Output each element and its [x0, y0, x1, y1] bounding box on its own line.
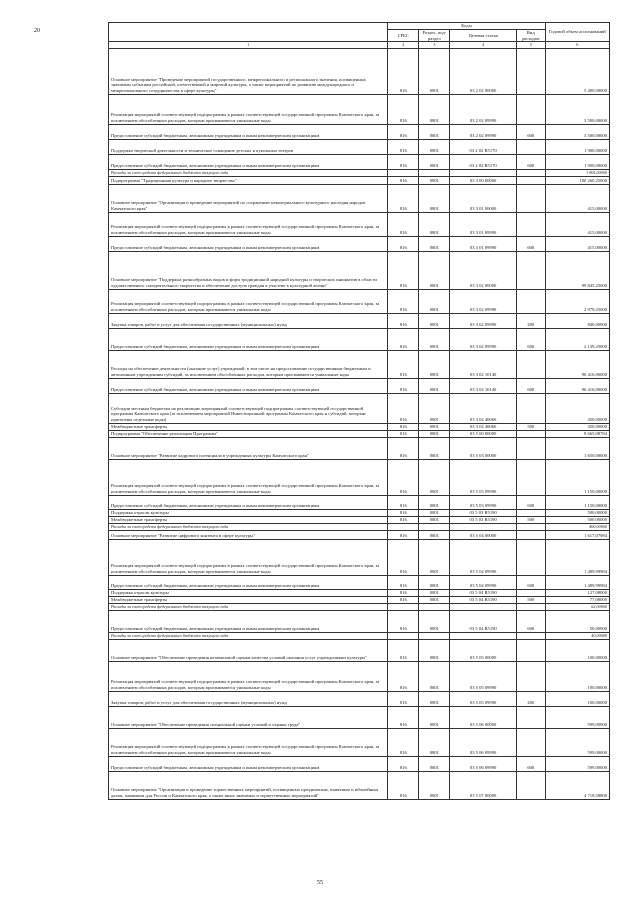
cell-amount: 100,00000	[545, 691, 609, 706]
cell-amount: 3 500,00000	[545, 124, 609, 139]
table-row	[109, 289, 610, 313]
cell-expense-type: 600	[516, 236, 545, 251]
cell-grbs: 816	[388, 313, 419, 328]
cell-name: Основное мероприятие "Организация и проведение мероприятий по сохранению нематериального культурного наследия народов Камчатского края"	[109, 184, 388, 212]
cell-razdel	[419, 169, 450, 176]
table-row	[109, 728, 610, 756]
cell-target-article: 03 5 05 00000	[450, 639, 517, 661]
header-name-col	[109, 23, 388, 42]
cell-expense-type	[516, 539, 545, 575]
cell-target-article: 03 2 02 09990	[450, 94, 517, 124]
page-number-top: 20	[34, 28, 40, 34]
header-sum: Годовой объем ассигнований	[545, 23, 609, 42]
cell-expense-type	[516, 728, 545, 756]
cell-target-article: 03 5 03 R5190	[450, 509, 517, 516]
cell-target-article	[450, 632, 517, 639]
cell-expense-type: 600	[516, 610, 545, 632]
cell-name: Основное мероприятие "Организация и проведение торжественных мероприятий, посвященных праздничным, памятным и юбилейным датам, значимым для России и Камчатского края, а также иных значимых и торжественных мероприятий"	[109, 771, 388, 799]
cell-expense-type	[516, 639, 545, 661]
cell-grbs: 816	[388, 154, 419, 169]
cell-razdel	[419, 632, 450, 639]
cell-amount: 5 400,00000	[545, 48, 609, 94]
cell-name: Субсидии местным бюджетам на реализацию мероприятий соответствующей подпрограммы соответствующей государственной программы Камчатского края (за исключением мероприятий Инвестиционной программы Камчатского края и субсидий, которым присвоены отдельные коды)	[109, 393, 388, 423]
cell-amount: 4 718,58800	[545, 771, 609, 799]
cell-razdel: 0801	[419, 48, 450, 94]
table-row	[109, 378, 610, 393]
cell-name: Расходы за счет средств федерального бюджета текущего года	[109, 632, 388, 639]
cell-name: Предоставление субсидий бюджетным, автономным учреждениям и иным некоммерческим организациям	[109, 495, 388, 509]
cell-razdel: 0801	[419, 154, 450, 169]
cell-expense-type	[516, 251, 545, 289]
cell-amount: 599,00000	[545, 706, 609, 728]
cell-name: Реализация мероприятий соответствующей подпрограммы в рамках соответствующей государственной программы Камчатского края, за исключением обособленных расходов, которым присваиваются уникальные коды	[109, 289, 388, 313]
page-number-footer: 55	[317, 880, 323, 886]
cell-razdel: 0801	[419, 756, 450, 771]
cell-amount: 400,00000	[545, 523, 609, 530]
table-row	[109, 350, 610, 378]
cell-name: Расходы за счет средств федерального бюджета текущего года	[109, 523, 388, 530]
cell-grbs: 816	[388, 184, 419, 212]
cell-razdel: 0801	[419, 212, 450, 236]
cell-expense-type: 600	[516, 575, 545, 589]
cell-amount: 1 650,00000	[545, 437, 609, 459]
cell-amount: 50,00000	[545, 610, 609, 632]
cell-expense-type	[516, 184, 545, 212]
header-index: 5	[516, 42, 545, 48]
cell-razdel: 0801	[419, 610, 450, 632]
table-row	[109, 661, 610, 691]
cell-razdel: 0801	[419, 539, 450, 575]
cell-target-article: 03 5 04 R5190	[450, 589, 517, 596]
table-row	[109, 251, 610, 289]
cell-grbs: 816	[388, 378, 419, 393]
cell-target-article	[450, 169, 517, 176]
cell-grbs	[388, 603, 419, 610]
cell-grbs: 816	[388, 539, 419, 575]
cell-amount: 62,00000	[545, 603, 609, 610]
cell-target-article: 03 3 02 00000	[450, 251, 517, 289]
cell-target-article: 03 5 05 09990	[450, 691, 517, 706]
cell-name: Расходы за счет средств федерального бюджета текущего года	[109, 169, 388, 176]
cell-expense-type	[516, 212, 545, 236]
header-index: 3	[419, 42, 450, 48]
cell-target-article: 03 5 04 R5190	[450, 610, 517, 632]
cell-grbs: 816	[388, 706, 419, 728]
cell-expense-type: 200	[516, 313, 545, 328]
table-row	[109, 212, 610, 236]
table-row	[109, 691, 610, 706]
cell-amount: 1 489,99984	[545, 575, 609, 589]
cell-amount: 40,00000	[545, 632, 609, 639]
cell-grbs: 816	[388, 139, 419, 154]
table-row	[109, 539, 610, 575]
cell-target-article: 03 3 02 09990	[450, 289, 517, 313]
cell-name: Предоставление субсидий бюджетным, автономным учреждениям и иным некоммерческим организациям	[109, 154, 388, 169]
cell-grbs: 816	[388, 94, 419, 124]
cell-amount: 1 489,99984	[545, 539, 609, 575]
header-index: 6	[545, 42, 609, 48]
cell-amount: 450,00000	[545, 393, 609, 423]
cell-target-article: 03 3 02 40060	[450, 393, 517, 423]
cell-expense-type	[516, 632, 545, 639]
cell-target-article: 03 3 02 40060	[450, 423, 517, 430]
table-row	[109, 176, 610, 184]
table-row	[109, 639, 610, 661]
cell-razdel: 0801	[419, 661, 450, 691]
cell-target-article: 03 5 03 00000	[450, 437, 517, 459]
cell-expense-type	[516, 509, 545, 516]
table-row	[109, 603, 610, 610]
cell-grbs: 816	[388, 575, 419, 589]
cell-name: Подпрограмма "Обеспечение реализации Программы"	[109, 430, 388, 437]
cell-amount: 2 139,25000	[545, 328, 609, 350]
cell-razdel: 0801	[419, 530, 450, 539]
cell-expense-type: 600	[516, 328, 545, 350]
cell-grbs: 816	[388, 212, 419, 236]
cell-expense-type	[516, 94, 545, 124]
cell-razdel: 0801	[419, 516, 450, 523]
cell-expense-type	[516, 603, 545, 610]
cell-amount: 415,00000	[545, 184, 609, 212]
cell-name: Подпрограмма "Традиционная культура и народное творчество"	[109, 176, 388, 184]
cell-amount: 500,00000	[545, 509, 609, 516]
cell-grbs: 816	[388, 124, 419, 139]
cell-razdel: 0801	[419, 124, 450, 139]
cell-amount: 1 617,07984	[545, 530, 609, 539]
cell-name: Поддержка отрасли культуры	[109, 589, 388, 596]
cell-razdel: 0801	[419, 509, 450, 516]
table-row	[109, 530, 610, 539]
cell-amount: 500,00000	[545, 516, 609, 523]
cell-expense-type	[516, 393, 545, 423]
cell-amount: 96 416,00000	[545, 378, 609, 393]
table-row	[109, 756, 610, 771]
header-grbs: ГРБС	[388, 30, 419, 42]
cell-grbs: 816	[388, 610, 419, 632]
header-index: 4	[450, 42, 517, 48]
cell-amount: 1 150,00000	[545, 495, 609, 509]
cell-grbs: 816	[388, 176, 419, 184]
cell-expense-type	[516, 430, 545, 437]
cell-amount: 599,00000	[545, 728, 609, 756]
cell-name: Основное мероприятие "Обеспечение проведения специальной оценки условий и охраны труда"	[109, 706, 388, 728]
header-index: 1	[109, 42, 388, 48]
cell-expense-type: 600	[516, 124, 545, 139]
header-cs: Целевая статья	[450, 30, 517, 42]
cell-razdel: 0801	[419, 139, 450, 154]
cell-grbs: 816	[388, 661, 419, 691]
cell-target-article: 03 2 02 09990	[450, 124, 517, 139]
cell-expense-type	[516, 661, 545, 691]
cell-grbs: 816	[388, 589, 419, 596]
cell-expense-type	[516, 169, 545, 176]
cell-target-article: 03 5 04 09990	[450, 575, 517, 589]
header-vr: Вид расходов	[516, 30, 545, 42]
cell-grbs: 816	[388, 423, 419, 430]
cell-expense-type	[516, 589, 545, 596]
cell-expense-type	[516, 350, 545, 378]
table-row	[109, 771, 610, 799]
cell-target-article: 03 3 01 09990	[450, 212, 517, 236]
cell-target-article: 03 3 02 09990	[450, 328, 517, 350]
cell-target-article: 03 5 00 00000	[450, 430, 517, 437]
cell-target-article: 03 5 05 09990	[450, 661, 517, 691]
cell-name: Основное мероприятие "Развитие цифрового контента в сфере культуры"	[109, 530, 388, 539]
cell-target-article: 03 5 04 09990	[450, 539, 517, 575]
cell-amount: 77,08000	[545, 596, 609, 603]
cell-grbs: 816	[388, 251, 419, 289]
cell-amount: 1 900,00000	[545, 154, 609, 169]
cell-razdel	[419, 523, 450, 530]
cell-target-article: 03 5 04 R5190	[450, 596, 517, 603]
cell-grbs	[388, 169, 419, 176]
cell-name: Закупка товаров, работ и услуг для обеспечения государственных (муниципальных) нужд	[109, 313, 388, 328]
cell-amount: 100,00000	[545, 639, 609, 661]
cell-name: Предоставление субсидий бюджетным, автономным учреждениям и иным некоммерческим организациям	[109, 575, 388, 589]
cell-expense-type	[516, 48, 545, 94]
table-row	[109, 495, 610, 509]
cell-expense-type	[516, 530, 545, 539]
table-row	[109, 509, 610, 516]
table-row	[109, 437, 610, 459]
table-row	[109, 236, 610, 251]
table-row	[109, 575, 610, 589]
table-row	[109, 589, 610, 596]
cell-amount: 99 845,25000	[545, 251, 609, 289]
cell-expense-type	[516, 289, 545, 313]
cell-grbs: 816	[388, 289, 419, 313]
cell-name: Реализация мероприятий соответствующей подпрограммы в рамках соответствующей государственной программы Камчатского края, за исключением обособленных расходов, которым присваиваются уникальные коды	[109, 661, 388, 691]
cell-name: Поддержка отрасли культуры	[109, 509, 388, 516]
cell-target-article: 03 5 03 R5190	[450, 516, 517, 523]
cell-name: Расходы на обеспечение деятельности (оказание услуг) учреждений, в том числе на предоставление государственным бюджетным и автономным учреждениям субсидий, за исключением обособленных расходов, которым присваиваются уникальные коды	[109, 350, 388, 378]
cell-name: Основное мероприятие "Поддержка разнообразных видов и форм традиционной народной культуры и творческих инициатив в области художественного самодеятельного творчества и обеспечение доступа граждан к участию в культурной жизни"	[109, 251, 388, 289]
cell-target-article: 03 3 02 10140	[450, 378, 517, 393]
table-row	[109, 430, 610, 437]
cell-razdel: 0801	[419, 393, 450, 423]
table-row	[109, 706, 610, 728]
cell-grbs: 816	[388, 639, 419, 661]
cell-name: Основное мероприятие "Проведение мероприятий государственного, межрегионального и регионального значения, посвященных значимым событиям российской, отечественной и мировой культуры, а также мероприятий по развитию международного и межрегионального сотрудничества в сфере культуры"	[109, 48, 388, 94]
cell-target-article: 03 3 01 00000	[450, 184, 517, 212]
cell-name: Предоставление субсидий бюджетным, автономным учреждениям и иным некоммерческим организациям	[109, 124, 388, 139]
cell-amount: 415,00000	[545, 236, 609, 251]
table-row	[109, 184, 610, 212]
cell-expense-type	[516, 706, 545, 728]
cell-target-article: 03 5 06 09990	[450, 756, 517, 771]
cell-target-article: 03 2 02 00000	[450, 48, 517, 94]
cell-amount: 599,00000	[545, 756, 609, 771]
cell-amount: 450,00000	[545, 423, 609, 430]
table-row	[109, 516, 610, 523]
cell-grbs: 816	[388, 771, 419, 799]
table-row	[109, 48, 610, 94]
cell-amount: 96 416,00000	[545, 350, 609, 378]
cell-grbs: 816	[388, 728, 419, 756]
cell-amount: 100,00000	[545, 661, 609, 691]
cell-name: Реализация мероприятий соответствующей подпрограммы в рамках соответствующей государственной программы Камчатского края, за исключением обособленных расходов, которым присваиваются уникальные коды	[109, 459, 388, 495]
cell-grbs	[388, 632, 419, 639]
cell-expense-type	[516, 523, 545, 530]
table-row	[109, 328, 610, 350]
cell-name: Предоставление субсидий бюджетным, автономным учреждениям и иным некоммерческим организациям	[109, 610, 388, 632]
cell-name: Межбюджетные трансферты	[109, 516, 388, 523]
table-row	[109, 139, 610, 154]
cell-target-article	[450, 603, 517, 610]
cell-expense-type	[516, 176, 545, 184]
cell-razdel: 0801	[419, 589, 450, 596]
table-row	[109, 459, 610, 495]
cell-name: Реализация мероприятий соответствующей подпрограммы в рамках соответствующей государственной программы Камчатского края, за исключением обособленных расходов, которым присваиваются уникальные коды	[109, 539, 388, 575]
cell-target-article: 03 5 03 09990	[450, 495, 517, 509]
table-row	[109, 393, 610, 423]
cell-amount: 1 900,00000	[545, 139, 609, 154]
cell-expense-type: 500	[516, 596, 545, 603]
cell-target-article: 03 3 02 10140	[450, 350, 517, 378]
cell-amount: 100 260,25000	[545, 176, 609, 184]
cell-razdel	[419, 603, 450, 610]
cell-grbs: 816	[388, 756, 419, 771]
cell-name: Реализация мероприятий соответствующей подпрограммы в рамках соответствующей государственной программы Камчатского края, за исключением обособленных расходов, которым присваиваются уникальные коды	[109, 212, 388, 236]
cell-grbs: 816	[388, 236, 419, 251]
cell-target-article	[450, 523, 517, 530]
table-row	[109, 169, 610, 176]
cell-amount: 415,00000	[545, 212, 609, 236]
cell-amount: 1 805,00000	[545, 169, 609, 176]
cell-grbs: 816	[388, 495, 419, 509]
cell-target-article: 03 2 02 R5170	[450, 139, 517, 154]
cell-razdel: 0801	[419, 289, 450, 313]
cell-amount: 1 150,00000	[545, 459, 609, 495]
table-row	[109, 596, 610, 603]
table-row	[109, 313, 610, 328]
cell-target-article: 03 3 01 09990	[450, 236, 517, 251]
cell-razdel: 0801	[419, 596, 450, 603]
cell-razdel: 0801	[419, 328, 450, 350]
cell-razdel: 0801	[419, 350, 450, 378]
cell-grbs: 816	[388, 459, 419, 495]
cell-razdel: 0801	[419, 251, 450, 289]
cell-expense-type	[516, 771, 545, 799]
cell-expense-type: 500	[516, 516, 545, 523]
table-row	[109, 423, 610, 430]
cell-razdel: 0801	[419, 728, 450, 756]
cell-name: Предоставление субсидий бюджетным, автономным учреждениям и иным некоммерческим организациям	[109, 378, 388, 393]
header-codes-group: Коды	[388, 23, 545, 30]
cell-grbs: 816	[388, 430, 419, 437]
cell-name: Межбюджетные трансферты	[109, 596, 388, 603]
cell-target-article: 03 5 06 09990	[450, 728, 517, 756]
cell-expense-type: 200	[516, 691, 545, 706]
cell-grbs	[388, 523, 419, 530]
table-row	[109, 632, 610, 639]
cell-razdel: 0801	[419, 184, 450, 212]
cell-name: Закупка товаров, работ и услуг для обеспечения государственных (муниципальных) нужд	[109, 691, 388, 706]
budget-table	[108, 22, 610, 800]
table-row	[109, 610, 610, 632]
cell-expense-type: 500	[516, 423, 545, 430]
cell-grbs: 816	[388, 350, 419, 378]
cell-razdel: 0801	[419, 691, 450, 706]
cell-expense-type: 600	[516, 154, 545, 169]
table-row	[109, 154, 610, 169]
cell-target-article: 03 5 04 00000	[450, 530, 517, 539]
cell-razdel: 0801	[419, 423, 450, 430]
table-row	[109, 523, 610, 530]
header-index: 2	[388, 42, 419, 48]
cell-razdel: 0801	[419, 495, 450, 509]
cell-expense-type	[516, 437, 545, 459]
cell-grbs: 816	[388, 691, 419, 706]
table-row	[109, 94, 610, 124]
cell-grbs: 816	[388, 437, 419, 459]
cell-razdel: 0801	[419, 236, 450, 251]
cell-amount: 127,08000	[545, 589, 609, 596]
cell-name: Основное мероприятие "Обеспечение проведения независимой оценки качества условий оказания услуг учреждениями культуры"	[109, 639, 388, 661]
cell-grbs: 816	[388, 393, 419, 423]
cell-grbs: 816	[388, 530, 419, 539]
header-razdel: Раздел, под-раздел	[419, 30, 450, 42]
cell-name: Расходы за счет средств федерального бюджета текущего года	[109, 603, 388, 610]
cell-razdel: 0801	[419, 313, 450, 328]
cell-grbs: 816	[388, 48, 419, 94]
cell-amount: 840,00000	[545, 313, 609, 328]
cell-target-article: 03 5 03 09990	[450, 459, 517, 495]
cell-grbs: 816	[388, 516, 419, 523]
cell-razdel: 0801	[419, 575, 450, 589]
cell-name: Межбюджетные трансферты	[109, 423, 388, 430]
cell-expense-type: 600	[516, 495, 545, 509]
cell-grbs: 816	[388, 509, 419, 516]
cell-razdel: 0801	[419, 771, 450, 799]
cell-name: Предоставление субсидий бюджетным, автономным учреждениям и иным некоммерческим организациям	[109, 328, 388, 350]
cell-razdel: 0801	[419, 378, 450, 393]
cell-razdel: 0801	[419, 437, 450, 459]
cell-target-article: 03 2 02 R5170	[450, 154, 517, 169]
table-row	[109, 124, 610, 139]
cell-expense-type: 600	[516, 378, 545, 393]
cell-target-article: 03 3 02 09990	[450, 313, 517, 328]
cell-target-article: 03 3 00 00000	[450, 176, 517, 184]
cell-name: Реализация мероприятий соответствующей подпрограммы в рамках соответствующей государственной программы Камчатского края, за исключением обособленных расходов, которым присваиваются уникальные коды	[109, 94, 388, 124]
cell-target-article: 03 5 07 00000	[450, 771, 517, 799]
cell-expense-type	[516, 139, 545, 154]
cell-target-article: 03 5 06 00000	[450, 706, 517, 728]
cell-amount: 3 500,00000	[545, 94, 609, 124]
cell-expense-type: 600	[516, 756, 545, 771]
cell-razdel: 0801	[419, 176, 450, 184]
cell-grbs: 816	[388, 328, 419, 350]
cell-name: Реализация мероприятий соответствующей подпрограммы в рамках соответствующей государственной программы Камчатского края, за исключением обособленных расходов, которым присваиваются уникальные коды	[109, 728, 388, 756]
cell-name: Предоставление субсидий бюджетным, автономным учреждениям и иным некоммерческим организациям	[109, 756, 388, 771]
cell-amount: 2 979,25000	[545, 289, 609, 313]
cell-grbs: 816	[388, 596, 419, 603]
table-body	[109, 48, 610, 799]
cell-razdel: 0801	[419, 706, 450, 728]
cell-name: Поддержка творческой деятельности и техническое оснащение детских и кукольных театров	[109, 139, 388, 154]
cell-name: Основное мероприятие "Развитие кадрового потенциала в учреждениях культуры Камчатского края"	[109, 437, 388, 459]
cell-name: Предоставление субсидий бюджетным, автономным учреждениям и иным некоммерческим организациям	[109, 236, 388, 251]
cell-razdel: 0801	[419, 430, 450, 437]
cell-razdel: 0801	[419, 94, 450, 124]
cell-razdel: 0801	[419, 459, 450, 495]
cell-amount: 8 665,08784	[545, 430, 609, 437]
cell-expense-type	[516, 459, 545, 495]
cell-razdel: 0801	[419, 639, 450, 661]
